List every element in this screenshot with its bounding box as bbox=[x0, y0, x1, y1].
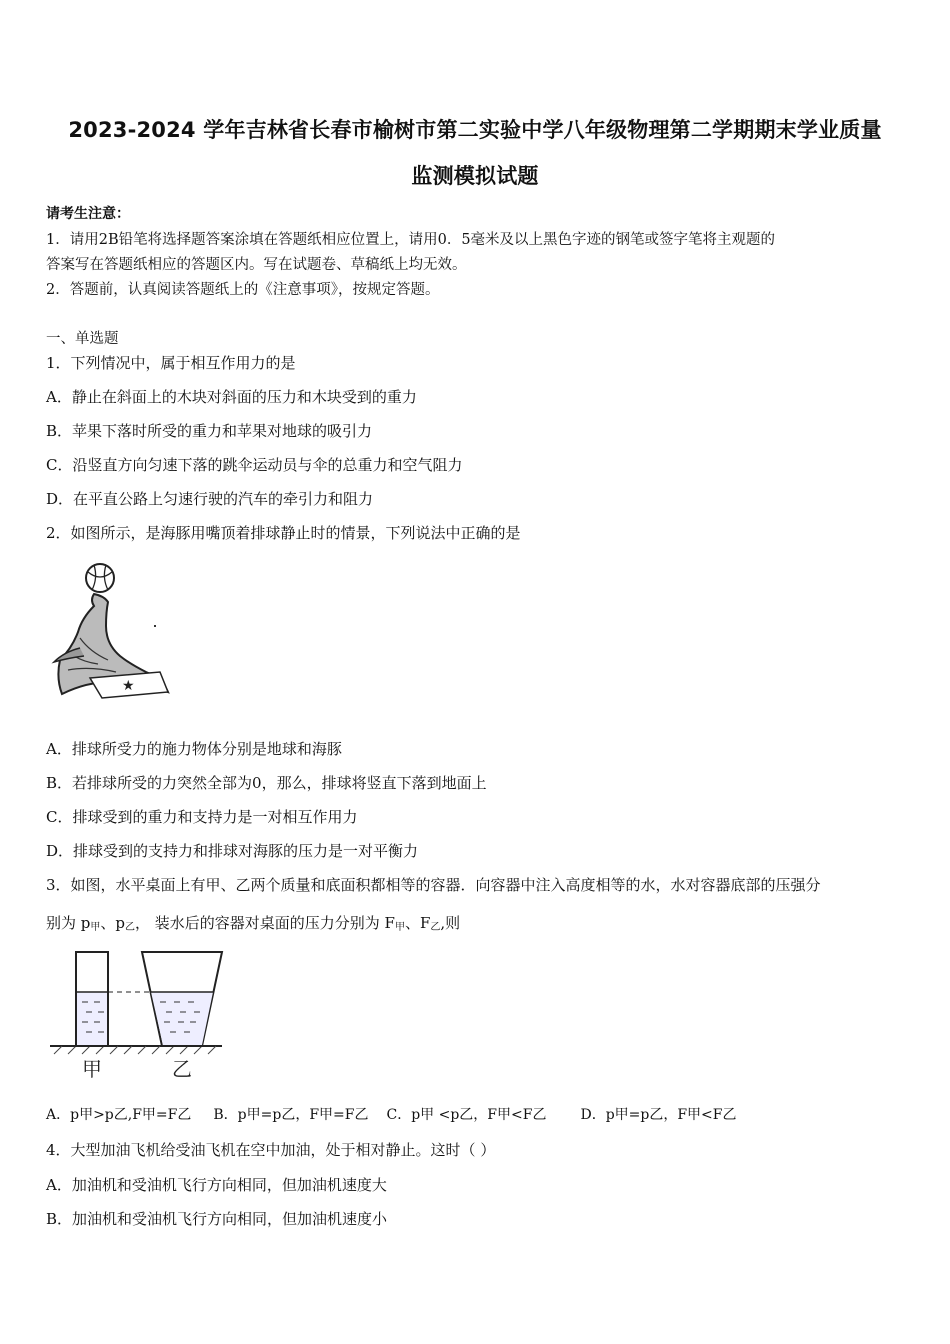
q1-stem: 1．下列情况中，属于相互作用力的是 bbox=[46, 354, 296, 372]
q2-option-d: D．排球受到的支持力和排球对海豚的压力是一对平衡力 bbox=[46, 842, 419, 860]
notice-item-2: 2．答题前，认真阅读答题纸上的《注意事项》，按规定答题。 bbox=[46, 282, 440, 298]
containers-figure bbox=[46, 944, 226, 1080]
q3-stem-line-2: 别为 $p_甲$、$p_乙$， 装水后的容器对桌面的压力分别为 $F_甲$、$F_乙$,则 bbox=[46, 914, 461, 933]
notice-item-1-line-1: 1．请用2B铅笔将选择题答案涂填在答题纸相应位置上，请用0．5毫米及以上黑色字迹的钢笔或签字笔将主观题的 bbox=[46, 232, 776, 248]
q2-stem: 2．如图所示，是海豚用嘴顶着排球静止时的情景，下列说法中正确的是 bbox=[46, 524, 521, 542]
notice-item-1-line-2: 答案写在答题纸相应的答题区内。写在试题卷、草稿纸上均无效。 bbox=[46, 257, 467, 273]
exam-title-line1: 2023-2024 学年吉林省长春市榆树市第二实验中学八年级物理第二学期期末学业质量 bbox=[68, 118, 882, 142]
label-yi: 乙 bbox=[172, 1057, 192, 1080]
q2-option-c: C．排球受到的重力和支持力是一对相互作用力 bbox=[46, 808, 358, 826]
dolphin-ball-figure bbox=[50, 560, 175, 705]
q1-option-c: C．沿竖直方向匀速下落的跳伞运动员与伞的总重力和空气阻力 bbox=[46, 456, 463, 474]
label-jia: 甲 bbox=[82, 1057, 102, 1080]
q3-option-d: D．p甲=p乙，F甲<F乙 bbox=[580, 1107, 737, 1123]
exam-title-line2: 监测模拟试题 bbox=[411, 164, 539, 188]
q1-option-d: D．在平直公路上匀速行驶的汽车的牵引力和阻力 bbox=[46, 490, 374, 508]
q4-stem: 4．大型加油飞机给受油飞机在空中加油，处于相对静止。这时（ ） bbox=[46, 1141, 496, 1159]
q3-option-a: A．p甲>p乙,F甲=F乙 bbox=[46, 1107, 192, 1123]
q4-option-a: A．加油机和受油机飞行方向相同，但加油机速度大 bbox=[46, 1176, 387, 1194]
q1-option-a: A．静止在斜面上的木块对斜面的压力和木块受到的重力 bbox=[46, 388, 417, 406]
svg-text:★: ★ bbox=[122, 678, 135, 694]
section-heading: 一、单选题 bbox=[46, 331, 119, 347]
q2-option-b: B．若排球所受的力突然全部为0，那么，排球将竖直下落到地面上 bbox=[46, 774, 487, 792]
q3-stem-line-1: 3．如图，水平桌面上有甲、乙两个质量和底面积都相等的容器．向容器中注入高度相等的水，水对容器底部的压强分 bbox=[46, 876, 821, 894]
q3-option-c: C．p甲 <p乙，F甲<F乙 bbox=[386, 1107, 547, 1123]
q4-option-b: B．加油机和受油机飞行方向相同，但加油机速度小 bbox=[46, 1210, 388, 1228]
notice-heading: 请考生注意： bbox=[46, 206, 130, 222]
q2-option-a: A．排球所受力的施力物体分别是地球和海豚 bbox=[46, 740, 342, 758]
q3-options bbox=[46, 1104, 737, 1124]
q3-option-b: B．p甲=p乙，F甲=F乙 bbox=[213, 1107, 369, 1123]
q1-option-b: B．苹果下落时所受的重力和苹果对地球的吸引力 bbox=[46, 422, 373, 440]
